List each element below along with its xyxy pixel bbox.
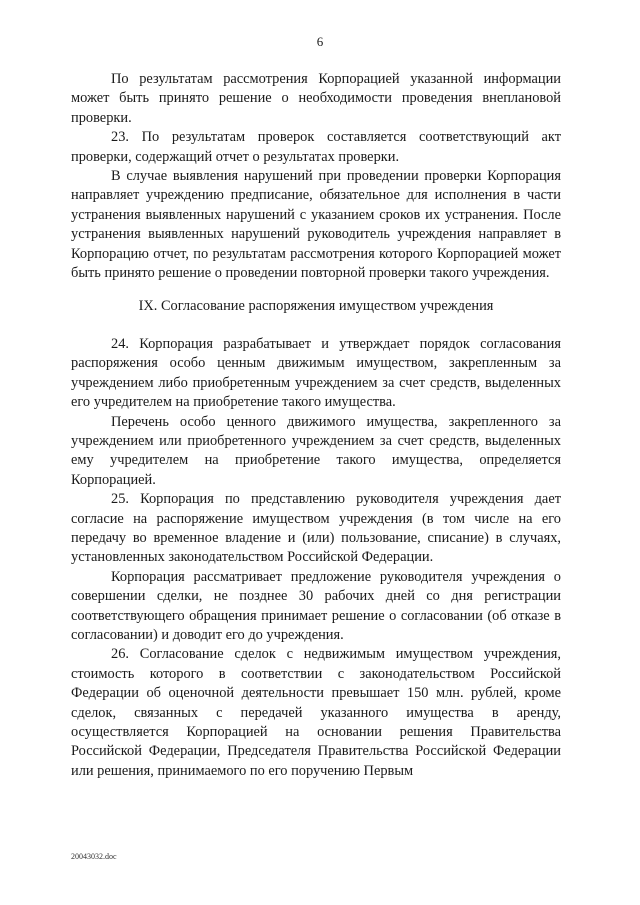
paragraph-valuable-property-list: Перечень особо ценного движимого имущества, закрепленного за учреждением или приобретенного учреждением за счет средств, выделенных ему учредителем на приобретение такого имущества, определяется Корпорацией. — [71, 413, 561, 488]
document-body — [71, 70, 561, 781]
section-heading: IX. Согласование распоряжения имуществом учреждения — [138, 298, 494, 315]
footer-filename: 20043032.doc — [71, 852, 117, 861]
paragraph-26: 26. Согласование сделок с недвижимым имуществом учреждения, стоимость которого в соответствии с законодательством Российской Федерации об оценочной деятельности превышает 150 млн. рублей, кроме сделок, связанных с передачей указанного имущества в аренду, осуществляется Корпорацией на основании решения Правительства Российской Федерации, Председателя Правительства Российской Федерации или решения, принимаемого по его поручению Первым — [71, 646, 561, 779]
paragraph-violations: В случае выявления нарушений при проведении проверки Корпорация направляет учреждению предписание, обязательное для исполнения в части устранения выявленных нарушений с указанием сроков их устранения. После устранения выявленных нарушений руководитель учреждения направляет в Корпорацию отчет, по результатам рассмотрения которого Корпорацией может быть принято решение о проведении повторной проверки такого учреждения. — [71, 168, 561, 282]
page-number: 6 — [316, 34, 324, 49]
paragraph-25: 25. Корпорация по представлению руководителя учреждения дает согласие на распоряжение имуществом учреждения (в том числе на его передачу во временное владение и (или) пользование, списание) в случаях, установленных законодательством Российской Федерации. — [71, 491, 561, 566]
paragraph-23: 23. По результатам проверок составляется соответствующий акт проверки, содержащий отчет о результатах проверки. — [71, 129, 561, 165]
paragraph-24: 24. Корпорация разрабатывает и утверждает порядок согласования распоряжения особо ценным движимым имуществом, закрепленным за учреждением либо приобретенным учреждением за счет средств, выделенных его учредителем на приобретение такого имущества. — [71, 335, 561, 411]
paragraph-inspection-decision: По результатам рассмотрения Корпорацией указанной информации может быть принято решение о необходимости проведения внеплановой проверки. — [71, 71, 561, 126]
paragraph-transaction-review: Корпорация рассматривает предложение руководителя учреждения о совершении сделки, не позднее 30 рабочих дней со дня регистрации соответствующего обращения принимает решение о согласовании (об отказе в согласовании) и доводит его до учреждения. — [71, 568, 561, 643]
